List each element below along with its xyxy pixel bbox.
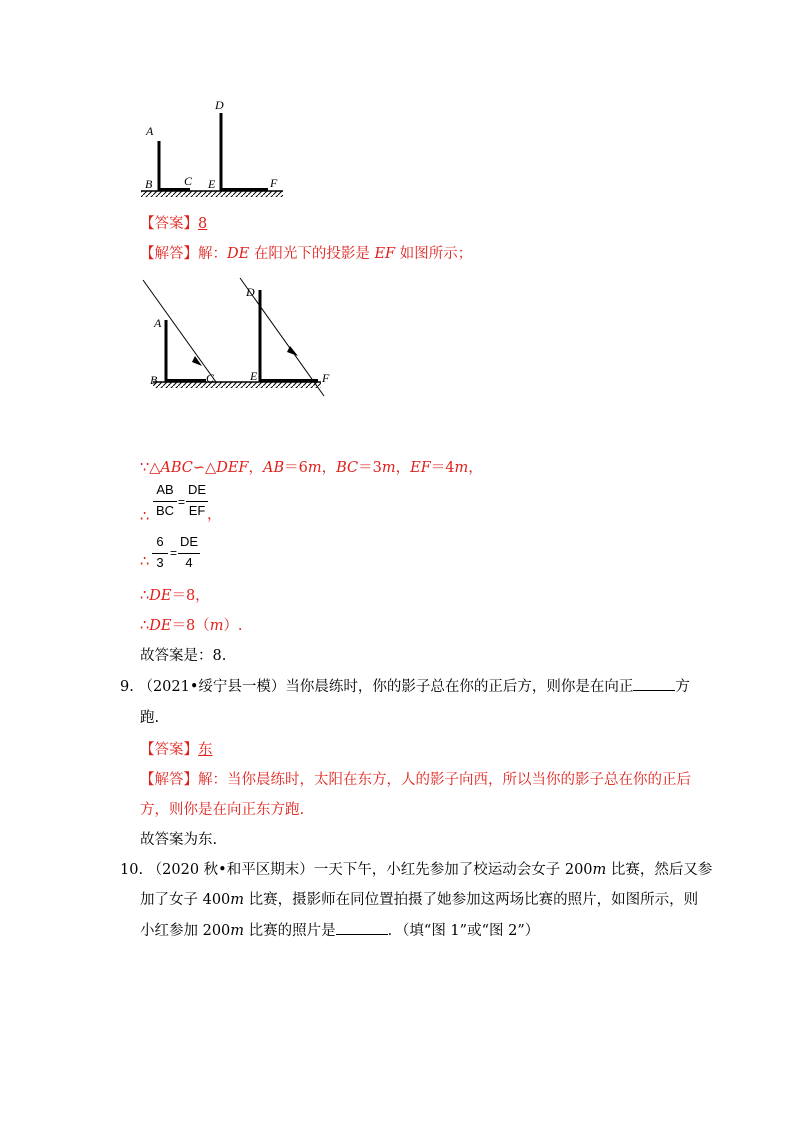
question-text: 小红参加 200 [140,923,231,939]
label-f: F [322,371,330,385]
unit: m [307,460,322,476]
label-a: A [154,316,162,330]
analysis-prefix: 解： [198,246,227,262]
question-text: （2020 秋•和平区期末）一天下午，小红先参加了校运动会女子 200 [147,862,593,878]
similarity-line [140,458,483,478]
unit: m [230,923,245,939]
label-e: E [208,177,216,191]
question-number: 9. [120,679,134,695]
analysis-text: 解：当你晨练时，太阳在东方，人的影子向西，所以当你的影子总在你的正后 [198,772,691,788]
therefore-symbol: ∴ [140,588,150,604]
answer-blank [336,920,388,935]
label-f: F [270,176,278,190]
triangle-abc: ABC [160,460,193,476]
label-c: C [184,174,193,188]
separator: ， [395,460,411,476]
therefore-symbol: ∴ [140,554,150,570]
final-answer-8: 故答案是：8. [140,648,227,664]
denominator: 4 [185,555,193,570]
analysis-tag: 【解答】 [140,772,198,788]
answer-tag: 【答案】 [140,742,198,758]
unit: m [454,460,469,476]
question-10-line1 [120,860,712,880]
therefore-symbol: ∴ [140,618,150,634]
equals-sign: = [178,495,186,509]
label-b: B [145,177,153,191]
figure-poles-shadows [138,95,288,200]
numerator: DE [179,534,199,549]
fraction-bar [178,553,200,554]
analysis-tag: 【解答】 [140,246,198,262]
denominator: EF [188,503,206,518]
answer-value: 东 [198,742,213,758]
figure-sun-rays [138,276,338,401]
similar-symbol: ∽△ [192,460,217,476]
value: ＝8， [171,588,210,604]
triangle-def: DEF [216,460,249,476]
seg-ef: EF [410,460,431,476]
question-text: 比赛，摄影师在同位置拍摄了她参加这两场比赛的照片，如图所示，则 [244,892,699,908]
analysis-suffix: 如图所示； [395,246,473,262]
ground-hatch [153,382,321,388]
question-number: 10. [120,862,144,878]
fraction-bar [186,501,208,502]
ray-2-arrow [287,346,298,356]
separator: ， [321,460,337,476]
seg-de: DE [149,618,172,634]
separator: ， [468,460,483,476]
question-text-end: 方 [675,679,690,695]
unit: m [209,618,224,634]
final-answer-9: 故答案为东. [140,832,218,848]
seg-ab: AB [262,460,285,476]
numerator: AB [156,482,174,497]
denominator: 3 [156,555,164,570]
fraction-6-3 [152,534,168,574]
label-d: D [215,98,224,112]
analysis-8 [140,244,472,264]
fraction-bar [153,501,177,502]
label-c: C [206,371,215,385]
answer-blank [633,676,675,691]
fraction-ab-bc [153,482,177,522]
seg-de: DE [149,588,172,604]
question-10-line3 [140,920,539,941]
analysis-9-line1 [140,770,691,790]
value: ＝8（ [171,618,210,634]
label-b: B [150,373,158,387]
unit: m [381,460,396,476]
analysis-9-line2: 方，则你是在向正东方跑. [140,802,305,818]
numerator: 6 [156,534,164,549]
value-ef: ＝4 [430,460,455,476]
label-d: D [246,285,255,299]
equals-sign: = [170,546,178,560]
answer-tag: 【答案】 [140,216,198,232]
fraction-bar [152,553,168,554]
question-9-line2: 跑. [140,710,160,726]
question-10-line2 [140,890,698,910]
de-equals-8 [140,586,210,606]
answer-8 [140,214,207,234]
question-9-line1 [120,676,690,697]
question-text: （2021•绥宁县一模）当你晨练时，你的影子总在你的正后方，则你是在向正 [138,679,634,695]
denominator: BC [155,503,175,518]
question-text: ．（填“图 1”或“图 2”） [387,923,540,939]
therefore-symbol: ∴ [140,509,150,525]
label-a: A [146,124,154,138]
fraction-de-ef [186,482,208,522]
analysis-ef: EF [374,246,396,262]
answer-9 [140,740,213,760]
comma: ， [207,507,222,523]
ray-1 [143,280,216,382]
value-bc: ＝3 [358,460,382,476]
label-e: E [250,369,258,383]
separator: ， [248,460,263,476]
value-ab: ＝6 [284,460,308,476]
ground-hatch [141,191,283,197]
fraction-de-4 [178,534,200,574]
analysis-de: DE [227,246,250,262]
seg-bc: BC [336,460,359,476]
unit: m [230,892,245,908]
question-text: 加了女子 400 [140,892,231,908]
analysis-mid: 在阳光下的投影是 [249,246,375,262]
because-symbol: ∵△ [140,460,161,476]
numerator: DE [187,482,207,497]
question-text: 比赛的照片是 [244,923,336,939]
de-equals-8m [140,616,243,636]
value-end: ）. [223,618,243,634]
unit: m [592,862,607,878]
question-text: 比赛，然后又参 [606,862,713,878]
answer-value: 8 [198,216,208,232]
